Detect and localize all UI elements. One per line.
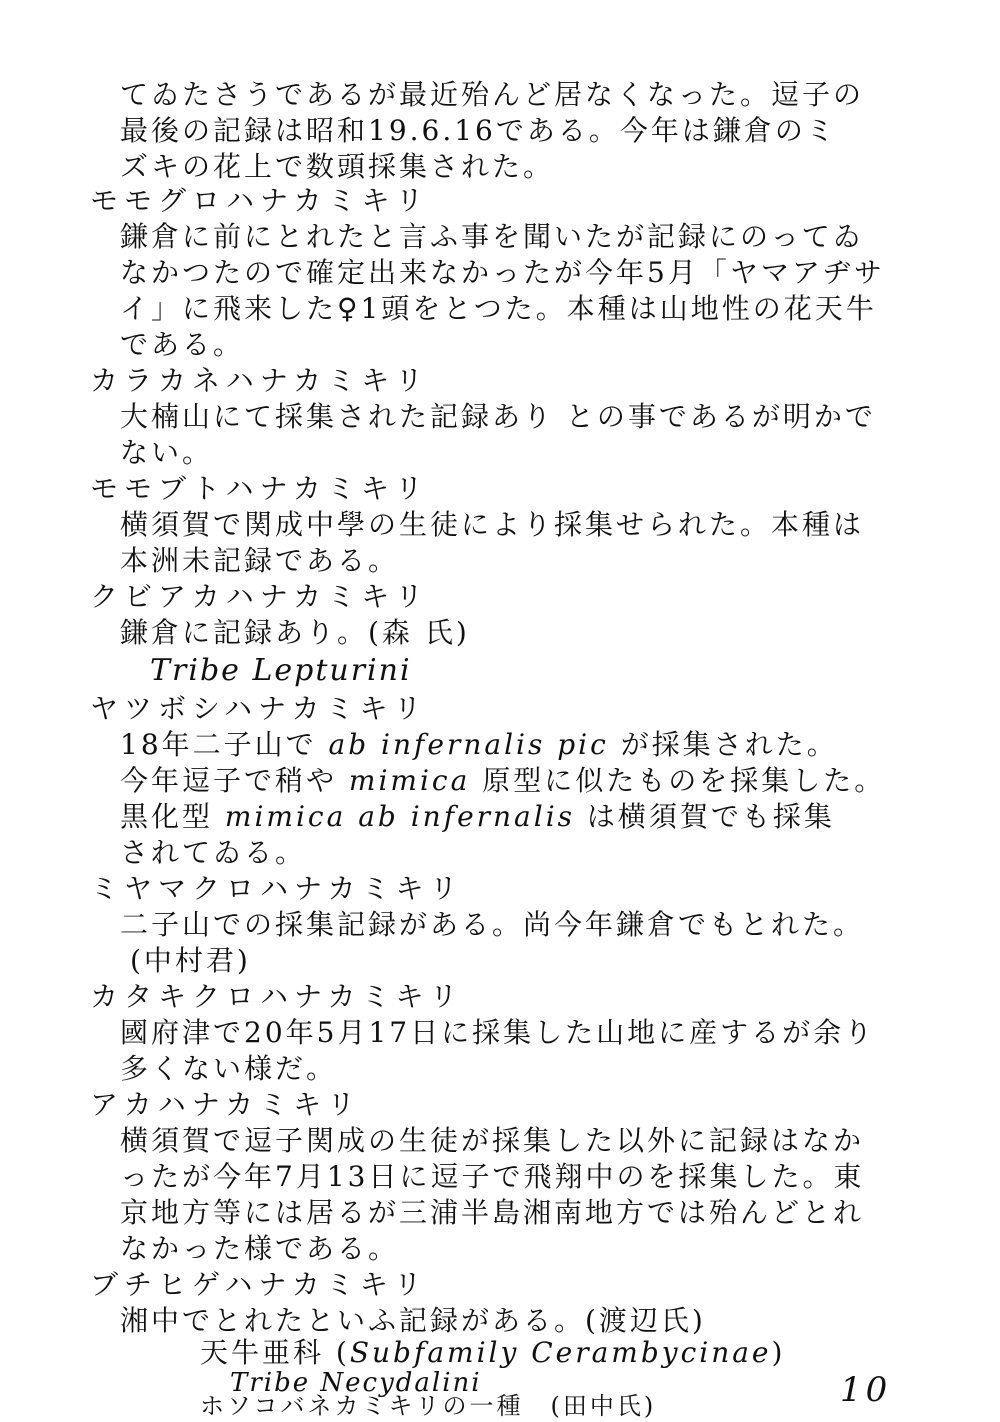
species-heading: アカハナカミキリ [90,1088,362,1121]
species-text: 國府津で20年5月17日に採集した山地に産するが余り [120,1016,876,1049]
latin-name: mimica [348,764,471,797]
tribe-heading: Tribe Lepturini [150,653,412,688]
tribe-heading: Tribe Necydalini [230,1368,482,1398]
species-text: ない。 [120,436,214,469]
species-text: なかった様である。 [120,1232,400,1265]
species-text: 本洲未記録である。 [120,544,400,577]
species-heading: モモブトハナカミキリ [90,472,429,505]
species-text: 二子山での採集記録がある。尚今年鎌倉でもとれた。 [120,908,865,941]
species-text: 横須賀で逗子関成の生徒が採集した以外に記録はなか [120,1124,865,1157]
text-run: 今年逗子で稍や [120,764,349,797]
species-text: なかつたので確定出来なかったが今年5月「ヤマアヂサ [120,256,885,289]
species-text: ホソコバネカミキリの一種 (田中氏) [200,1392,657,1420]
species-heading: ミヤマクロハナカミキリ [90,872,464,905]
intro-line: 最後の記録は昭和19.6.16である。今年は鎌倉のミ [120,114,837,147]
species-text: 鎌倉に前にとれたと言ふ事を聞いたが記録にのってゐ [120,220,864,253]
latin-name: mimica ab infernalis [224,800,576,833]
species-heading: モモグロハナカミキリ [90,184,430,217]
latin-name: ab infernalis pic [328,728,609,761]
species-text: イ」に飛来した♀1頭をとつた。本種は山地性の花天牛 [120,292,877,325]
intro-line: てゐたさうであるが最近殆んど居なくなった。逗子の [120,78,865,111]
species-text: である。 [120,328,245,361]
subfamily-heading [200,1336,785,1370]
subfamily-close: ) [771,1336,786,1369]
species-text [120,728,838,762]
species-heading: カラカネハナカミキリ [90,364,430,397]
latin-name: Subfamily Cerambycinae [349,1336,772,1369]
text-run: が採集された。 [608,728,838,761]
species-text [120,800,835,834]
text-run: 黒化型 [120,800,225,833]
page-number: 10 [840,1370,892,1410]
text-run: は横須賀でも採集 [575,800,835,833]
species-heading: クビアカハナカミキリ [90,580,430,613]
subfamily-label: 天牛亜科 ( [200,1336,350,1369]
species-text: 横須賀で関成中學の生徒により採集せられた。本種は [120,508,865,541]
species-text: 鎌倉に記録あり。(森 氏) [120,616,470,649]
species-heading: ブチヒゲハナカミキリ [90,1268,428,1301]
intro-line: ズキの花上で数頭採集された。 [120,150,555,183]
species-text: 多くない様だ。 [120,1052,338,1085]
text-run: 原型に似たものを採集した。 [470,764,886,797]
species-heading: ヤツボシハナカミキリ [90,692,428,725]
species-text: 湘中でとれたといふ記録がある。(渡辺氏) [120,1304,706,1337]
text-run: 18年二子山で [120,728,329,761]
species-text [120,764,885,798]
species-text: 京地方等には居るが三浦半島湘南地方では殆んどとれ [120,1196,865,1229]
species-text: ったが今年7月13日に逗子で飛翔中のを採集した。東 [120,1160,865,1193]
species-text: されてゐる。 [120,836,307,869]
species-text: 大楠山にて採集された記録あり との事であるが明かで [120,400,876,433]
species-text: (中村君) [130,944,251,977]
species-heading: カタキクロハナカミキリ [90,980,464,1013]
